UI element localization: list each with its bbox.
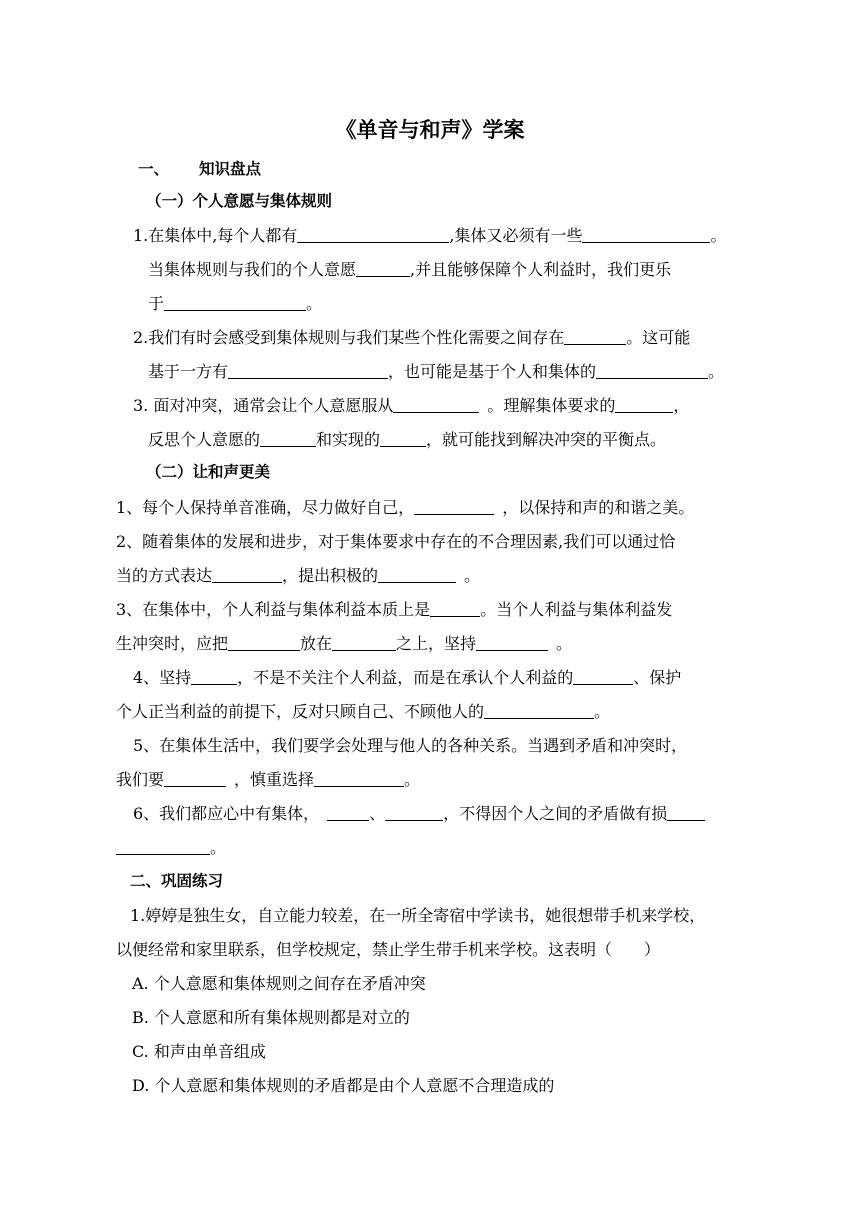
- p2-line-2: 当的方式表达 ，提出积极的 。: [116, 566, 481, 585]
- answer-blank[interactable]: [260, 430, 316, 447]
- ex1-line-2: 以便经常和家里联系，但学校规定，禁止学生带手机来学校。这表明（ ）: [116, 940, 661, 959]
- option-b[interactable]: B. 个人意愿和所有集体规则都是对立的: [132, 1008, 410, 1027]
- p2-line-1: 2、随着集体的发展和进步，对于集体要求中存在的不合理因素,我们可以通过恰: [116, 532, 676, 551]
- p6-line-2: 。: [116, 837, 226, 859]
- q3-line-1: 3. 面对冲突，通常会让个人意愿服从 。理解集体要求的 ，: [133, 396, 690, 415]
- p5-line-2: 我们要 ，慎重选择 。: [116, 770, 421, 789]
- answer-blank[interactable]: [116, 838, 210, 855]
- answer-blank[interactable]: [164, 294, 306, 311]
- p3-line-2: 生冲突时，应把 放在 之上，坚持 。: [116, 634, 573, 653]
- section-number: 一、: [138, 160, 170, 178]
- q1-line-3: 于 。: [148, 294, 323, 313]
- q3-line-2: 反思个人意愿的 和实现的 ，就可能找到解决冲突的平衡点。: [148, 430, 667, 449]
- answer-blank[interactable]: [164, 770, 226, 787]
- answer-blank[interactable]: [414, 498, 494, 515]
- answer-blank[interactable]: [385, 804, 443, 821]
- q2-line-2: 基于一方有 ，也可能是基于个人和集体的 。: [148, 362, 725, 381]
- answer-blank[interactable]: [393, 396, 479, 413]
- option-a[interactable]: A. 个人意愿和集体规则之间存在矛盾冲突: [132, 974, 426, 993]
- subsection-heading-1: （一）个人意愿与集体规则: [146, 192, 333, 210]
- answer-blank[interactable]: [191, 668, 237, 685]
- answer-blank[interactable]: [573, 668, 633, 685]
- answer-blank[interactable]: [615, 396, 673, 413]
- answer-blank[interactable]: [332, 634, 396, 651]
- ex1-line-1: 1.婷婷是独生女，自立能力较差，在一所全寄宿中学读书，她很想带手机来学校，: [130, 906, 706, 925]
- subsection-heading-2: （二）让和声更美: [146, 463, 271, 481]
- p5-line-1: 5、在集体生活中，我们要学会处理与他人的各种关系。当遇到矛盾和冲突时，: [133, 736, 688, 755]
- answer-blank[interactable]: [212, 566, 282, 583]
- answer-blank[interactable]: [314, 770, 404, 787]
- q2-line-1: 2.我们有时会感受到集体规则与我们某些个性化需要之间存在 。这可能: [133, 328, 691, 347]
- p3-line-1: 3、在集体中，个人利益与集体利益本质上是 。当个人利益与集体利益发: [116, 600, 673, 619]
- p6-line-1: 6、我们都应心中有集体， 、 ，不得因个人之间的矛盾做有损: [133, 803, 705, 825]
- answer-blank[interactable]: [596, 362, 708, 379]
- section-knowledge-review: [138, 158, 261, 180]
- p1-line-1: 1、每个人保持单音准确，尽力做好自己， ，以保持和声的和谐之美。: [116, 498, 695, 517]
- answer-blank[interactable]: [228, 634, 300, 651]
- q1-line-2: 当集体规则与我们的个人意愿 ,并且能够保障个人利益时，我们更乐: [148, 260, 672, 279]
- section-label: 知识盘点: [199, 160, 262, 178]
- answer-blank[interactable]: [476, 634, 548, 651]
- answer-blank[interactable]: [297, 226, 449, 243]
- option-d[interactable]: D. 个人意愿和集体规则的矛盾都是由个人意愿不合理造成的: [132, 1076, 555, 1095]
- section-practice-heading: 二、巩固练习: [130, 872, 224, 890]
- answer-blank[interactable]: [378, 566, 456, 583]
- answer-blank[interactable]: [380, 430, 426, 447]
- document-title: 《单音与和声》学案: [335, 118, 525, 142]
- answer-blank[interactable]: [582, 226, 710, 243]
- option-c[interactable]: C. 和声由单音组成: [132, 1042, 266, 1061]
- answer-blank[interactable]: [430, 600, 480, 617]
- answer-blank[interactable]: [484, 702, 594, 719]
- q1-line-1: 1.在集体中,每个人都有 ,集体又必须有一些 。: [133, 226, 727, 245]
- answer-blank[interactable]: [356, 260, 410, 277]
- answer-blank[interactable]: [327, 804, 369, 821]
- p4-line-1: 4、坚持 ，不是不关注个人利益，而是在承认个人利益的 、保护: [133, 668, 682, 687]
- answer-blank[interactable]: [564, 328, 626, 345]
- answer-blank[interactable]: [228, 362, 388, 379]
- p4-line-2: 个人正当利益的前提下，反对只顾自己、不顾他人的 。: [116, 702, 611, 721]
- answer-blank[interactable]: [667, 804, 705, 821]
